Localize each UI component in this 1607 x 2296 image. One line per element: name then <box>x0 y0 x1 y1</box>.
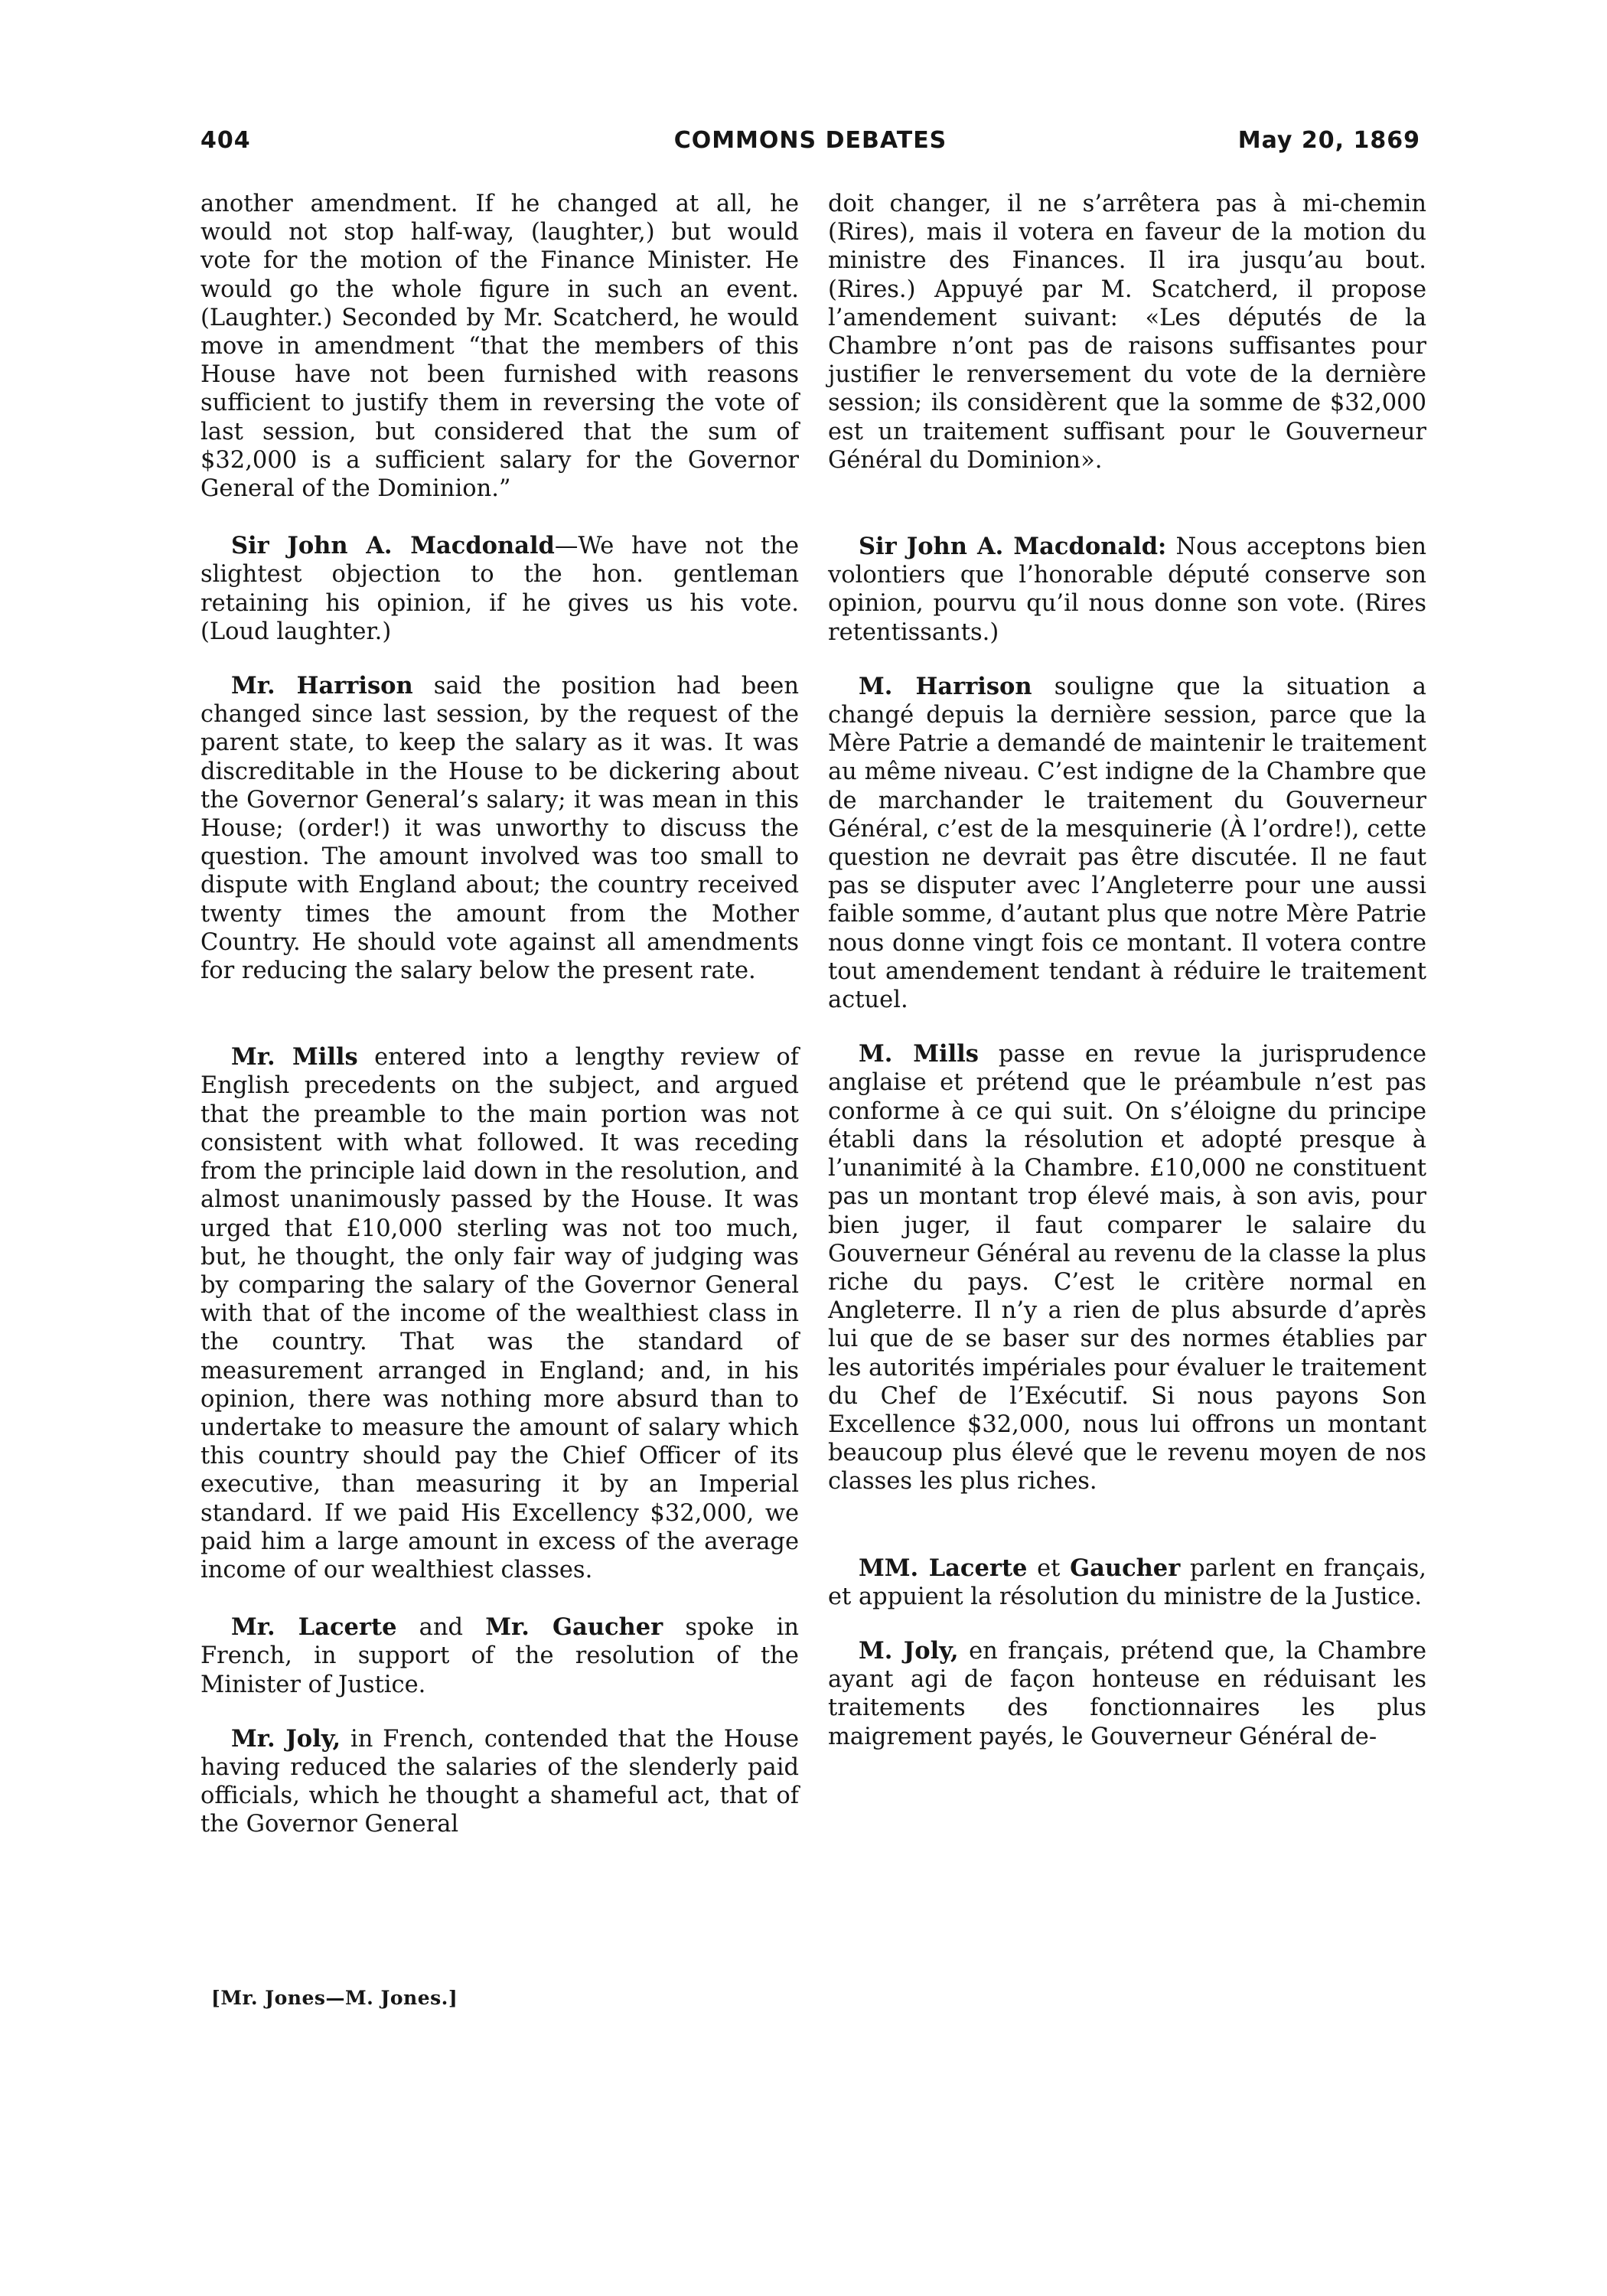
fr-paragraph-macdonald <box>828 533 1426 647</box>
en-paragraph-continuation: another amendment. If he changed at all, he would not stop half-way, (laughter,) but would vote for the motion of the Finance Minister. He would go the whole figure in such an event. (Laughter.) Seconded by Mr. Scatcherd, he would move in amendment “that the members of this House have not been furnished with reasons sufficient to justify them in reversing the vote of last session, but considered that the sum of $32,000 is a sufficient salary for the Governor General of the Dominion.” <box>200 191 799 503</box>
publication-title: COMMONS DEBATES <box>673 127 947 154</box>
speaker-name: Mr. Harrison <box>231 672 413 700</box>
speech-text: parlent en français, et appuient la résolution du ministre de la Justice. <box>828 1554 1426 1610</box>
speech-text: said the position had been changed since last session, by the request of the parent state, to keep the salary as it was. It was discreditable in the House to be dickering about the Governor General’s salary; it was mean in this House; (order!) it was unworthy to discuss the question. The amount involved was too small to dispute with England about; the country received twenty times the amount from the Mother Country. He should vote against all amendments for reducing the salary below the present rate. <box>200 673 799 985</box>
speech-text: Nous acceptons bien volontiers que l’honorable député conserve son opinion, pourvu qu’il nous donne son vote. (Rires retentissants.) <box>828 533 1426 646</box>
running-header <box>200 127 1420 161</box>
issue-date: May 20, 1869 <box>1237 127 1420 154</box>
speaker-name: Mr. Mills <box>231 1043 358 1071</box>
en-paragraph-macdonald <box>200 532 799 646</box>
english-column <box>200 190 799 1839</box>
speaker-name: M. Joly, <box>859 1636 959 1665</box>
french-column <box>828 190 1426 1751</box>
fr-paragraph-joly <box>828 1637 1426 1751</box>
speaker-name: Sir John A. Macdonald: <box>859 533 1167 561</box>
speaker-name: Mr. Lacerte <box>231 1613 397 1642</box>
speech-text: en français, prétend que, la Chambre ayant agi de façon honteuse en réduisant les traitements des fonctionnaires les plus maigrement payés, le Gouverneur Général de- <box>828 1637 1426 1750</box>
speaker-name: Mr. Gaucher <box>485 1613 663 1642</box>
en-paragraph-lacerte-gaucher: Mr. Lacerte and Mr. Gaucher spoke in French, in support of the resolution of the Minister of Justice. <box>200 1613 800 1698</box>
fr-paragraph-lacerte-gaucher: MM. Lacerte et Gaucher parlent en français, et appuient la résolution du ministre de la Justice. <box>828 1554 1426 1610</box>
speech-text: —We have not the slightest objection to the hon. gentleman retaining his opinion, if he gives us his vote. (Loud laughter.) <box>200 533 799 645</box>
speaker-name: Sir John A. Macdonald <box>231 532 555 560</box>
speech-text: in French, contended that the House having reduced the salaries of the slenderly paid officials, which he thought a shameful act, that of the Governor General <box>200 1725 799 1838</box>
speaker-name: M. Mills <box>859 1040 979 1068</box>
speaker-name: MM. Lacerte <box>859 1554 1028 1582</box>
speech-text: spoke in French, in support of the resolution of the Minister of Justice. <box>200 1614 800 1698</box>
speech-text: passe en revue la jurisprudence anglaise et prétend que le préambule n’est pas conforme à ce qui suit. On s’éloigne du principe établi dans la résolution et adopté presque à l’unanimité à la Chambre. £10,000 ne constituent pas un montant trop élevé mais, à son avis, pour bien juger, il faut comparer le salaire du Gouverneur Général au revenu de la classe la plus riche du pays. C’est le critère normal en Angleterre. Il n’y a rien de plus absurde d’après lui que de se baser sur des normes établies par les autorités impériales pour évaluer le traitement du Chef de l’Exécutif. Si nous payons Son Excellence $32,000, nous lui offrons un montant beaucoup plus élevé que le revenu moyen de nos classes les plus riches. <box>828 1041 1427 1495</box>
speech-text: entered into a lengthy review of English precedents on the subject, and argued that the preamble to the main portion was not consistent with what followed. It was receding from the principle laid down in the resolution, and almost unanimously passed by the House. It was urged that £10,000 sterling was not too much, but, he thought, the only fair way of judging was by comparing the salary of the Governor General with that of the income of the wealthiest class in the country. That was the standard of measurement arranged in England; and, in his opinion, there was nothing more absurd than to undertake to measure the amount of salary which this country should pay the Chief Officer of its executive, than measuring it by an Imperial standard. If we paid His Excellency $32,000, we paid him a large amount in excess of the average income of our wealthiest classes. <box>200 1044 799 1583</box>
speaker-name: M. Harrison <box>859 672 1032 700</box>
en-paragraph-mills <box>200 1043 799 1584</box>
speaker-name: Gaucher <box>1070 1554 1181 1582</box>
speaker-name: Mr. Joly, <box>231 1724 341 1753</box>
en-paragraph-joly <box>200 1725 799 1839</box>
fr-paragraph-harrison <box>828 673 1426 1014</box>
page-number: 404 <box>200 127 251 154</box>
speech-text: souligne que la situation a changé depuis la dernière session, parce que la Mère Patrie a demandé de maintenir le traitement au même niveau. C’est indigne de la Chambre que de marchander le traitement du Gouverneur Général, c’est de la mesquinerie (À l’ordre!), cette question ne devrait pas être discutée. Il ne faut pas se disputer avec l’Angleterre pour une aussi faible somme, d’autant plus que notre Mère Patrie nous donne vingt fois ce montant. Il votera contre tout amendement tendant à réduire le traitement actuel. <box>828 673 1426 1014</box>
fr-paragraph-mills <box>828 1040 1426 1495</box>
en-paragraph-harrison <box>200 672 799 985</box>
speaker-footnote: [Mr. Jones—M. Jones.] <box>211 1987 458 2009</box>
fr-paragraph-continuation: doit changer, il ne s’arrêtera pas à mi-chemin (Rires), mais il votera en faveur de la motion du ministre des Finances. Il ira jusqu’au bout. (Rires.) Appuyé par M. Scatcherd, il propose l’amendement suivant: «Les députés de la Chambre n’ont pas de raisons suffisantes pour justifier le renversement du vote de la dernière session; ils considèrent que la somme de $32,000 est un traitement suffisant pour le Gouverneur Général du Dominion». <box>828 191 1426 474</box>
